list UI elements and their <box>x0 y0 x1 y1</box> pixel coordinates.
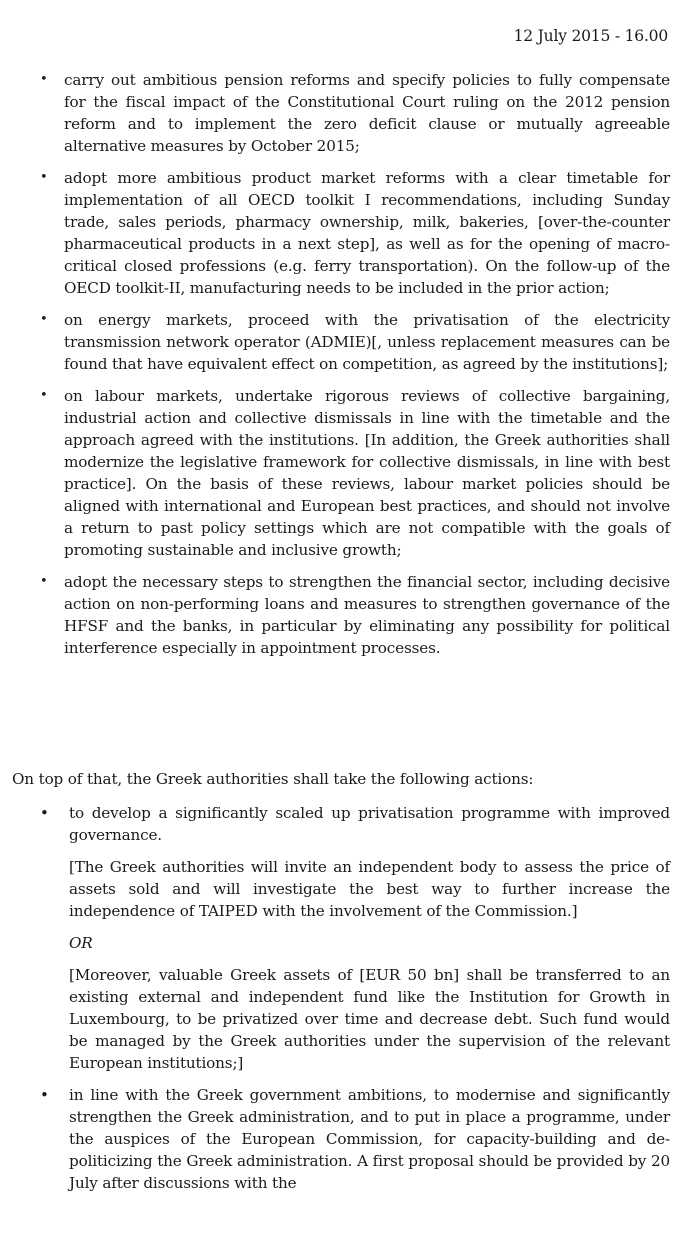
or-label: OR <box>69 934 93 952</box>
list-item <box>40 309 670 375</box>
bullet-icon: • <box>40 1086 49 1104</box>
list-item <box>40 167 670 299</box>
bullet-icon: • <box>40 388 48 403</box>
option-b-text: [Moreover, valuable Greek assets of [EUR 50 bn] shall be transferred to an existing external and independent fund like the Institution for Growth in Luxembourg, to be privatized over time and decrease debt. Such fund would be managed by the Greek authorities under the supervision of the relevant European institutions;] <box>69 966 670 1072</box>
document-date: 12 July 2015 - 16.00 <box>513 27 668 45</box>
list-item-text: to develop a significantly scaled up privatisation programme with improved governance. <box>69 804 670 844</box>
list-item-text: on energy markets, proceed with the privatisation of the electricity transmission network operator (ADMIE)[, unless replacement measures can be found that have equivalent effect on competition, as agreed by the institutions]; <box>64 311 670 373</box>
list-item-text: adopt more ambitious product market reforms with a clear timetable for implementation of all OECD toolkit I recommendations, including Sunday trade, sales periods, pharmacy ownership, milk, bakeries, [over-the-counter pharmaceutical products in a next step], as well as for the opening of macro-critical closed professions (e.g. ferry transportation). On the follow-up of the OECD toolkit-II, manufacturing needs to be included in the prior action; <box>64 169 670 297</box>
bullet-icon: • <box>40 804 49 822</box>
option-a-text: [The Greek authorities will invite an independent body to assess the price of assets sold and will investigate the best way to further increase the independence of TAIPED with the involvement of the Commission.] <box>69 858 670 920</box>
list-item <box>40 571 670 659</box>
list-item <box>40 802 670 1074</box>
list-item <box>40 69 670 157</box>
bullet-icon: • <box>40 170 48 185</box>
bullet-icon: • <box>40 312 48 327</box>
commitments-list <box>40 69 670 669</box>
lead-sentence: On top of that, the Greek authorities shall take the following actions: <box>12 770 534 788</box>
bullet-icon: • <box>40 72 48 87</box>
list-item-text: carry out ambitious pension reforms and specify policies to fully compensate for the fiscal impact of the Constitutional Court ruling on the 2012 pension reform and to implement the zero deficit clause or mutually agreeable alternative measures by October 2015; <box>64 71 670 155</box>
bullet-icon: • <box>40 574 48 589</box>
list-item-text: in line with the Greek government ambitions, to modernise and significantly strengthen the Greek administration, and to put in place a programme, under the auspices of the European Commission, for capacity-building and de-politicizing the Greek administration. A first proposal should be provided by 20 July after discussions with the <box>69 1086 670 1192</box>
list-item-text: on labour markets, undertake rigorous reviews of collective bargaining, industrial action and collective dismissals in line with the timetable and the approach agreed with the institutions. [In addition, the Greek authorities shall modernize the legislative framework for collective dismissals, in line with best practice]. On the basis of these reviews, labour market policies should be aligned with international and European best practices, and should not involve a return to past policy settings which are not compatible with the goals of promoting sustainable and inclusive growth; <box>64 387 670 559</box>
list-item <box>40 1084 670 1194</box>
list-item <box>40 385 670 561</box>
actions-list <box>40 802 670 1204</box>
list-item-text: adopt the necessary steps to strengthen the financial sector, including decisive action on non-performing loans and measures to strengthen governance of the HFSF and the banks, in particular by eliminating any possibility for political interference especially in appointment processes. <box>64 573 670 657</box>
